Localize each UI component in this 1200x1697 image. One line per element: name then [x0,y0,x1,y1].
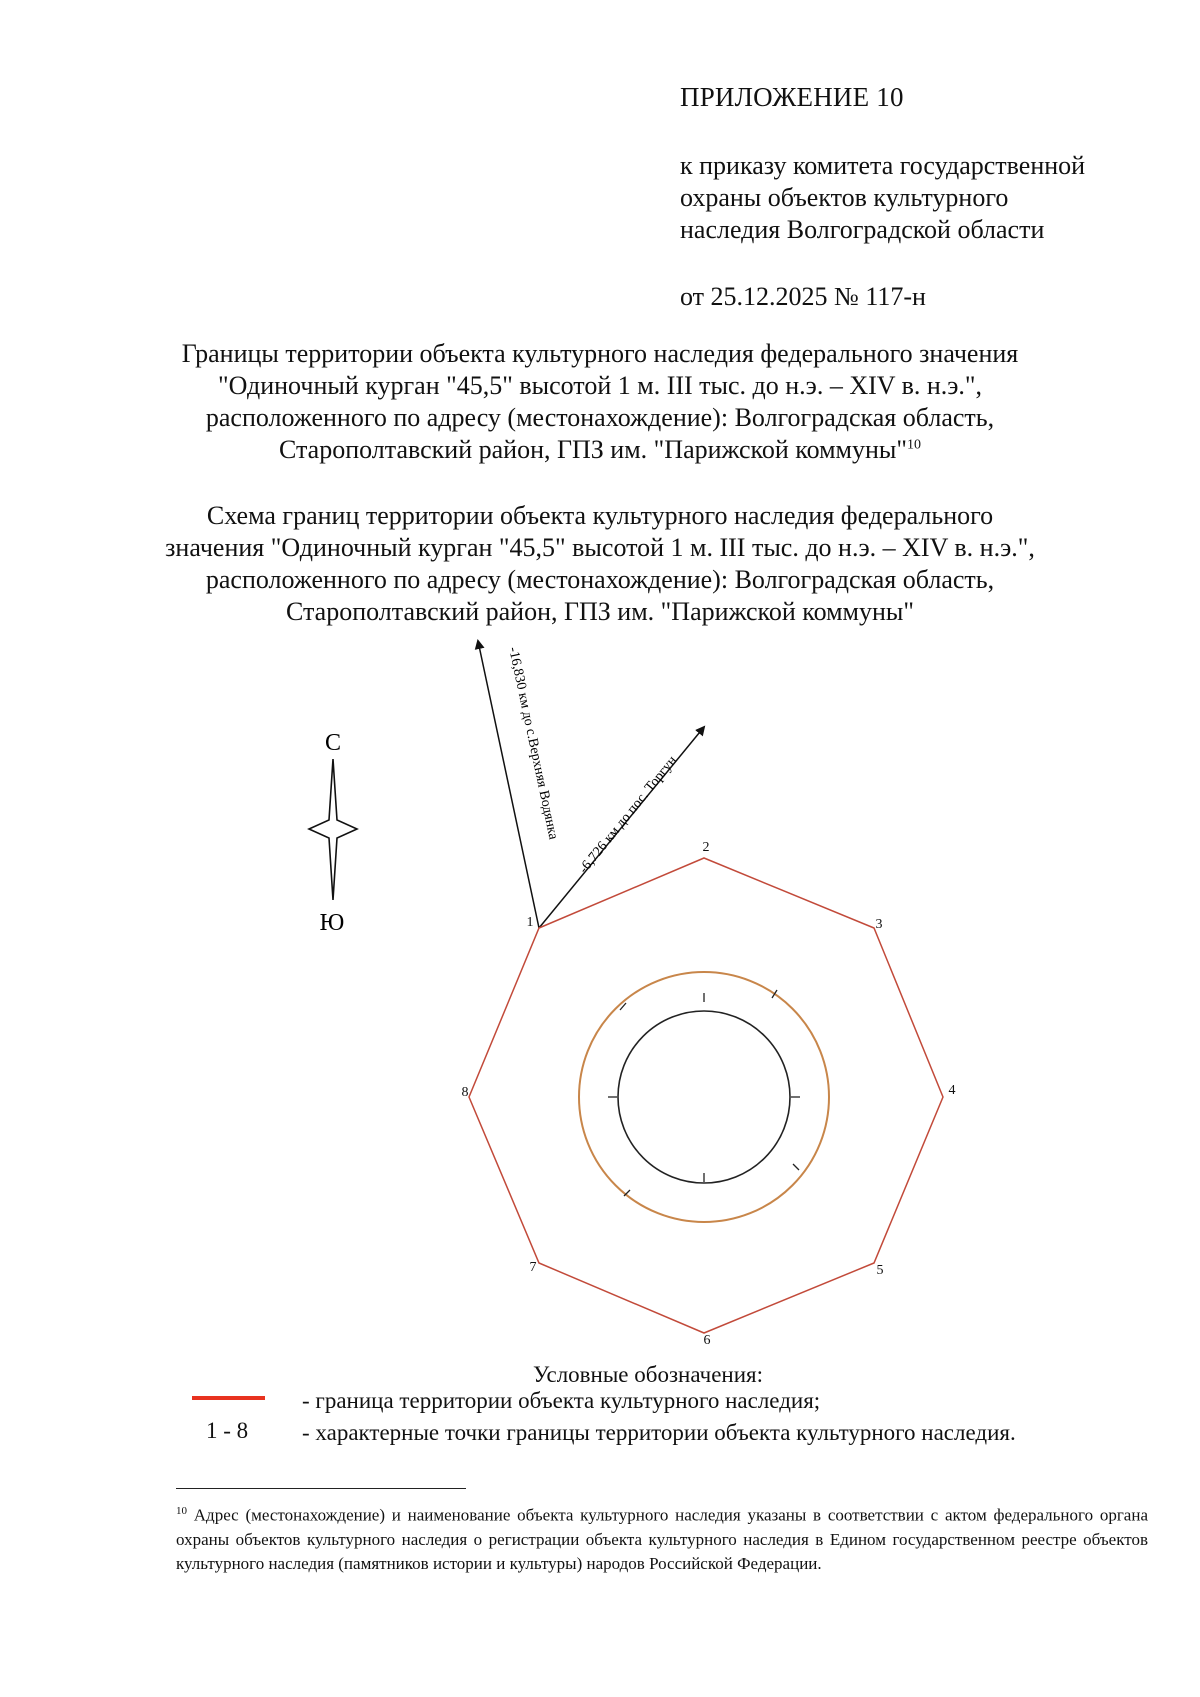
direction-arrow-verkhnyaya-vodyanka [478,641,539,928]
legend-boundary-line-swatch [192,1396,265,1400]
compass-north-label: С [324,730,342,756]
title-line: "Одиночный курган "45,5" высотой 1 м. III тыс. до н.э. – XIV в. н.э.", [217,371,983,400]
title-line: Старополтавский район, ГПЗ им. "Парижской коммуны" [279,435,907,464]
order-reference-line: к приказу комитета государственной [680,151,1086,180]
boundary-point-label: 6 [703,1333,711,1348]
boundary-point-label: 7 [529,1260,537,1275]
title-line: расположенного по адресу (местонахождение): Волгоградская область, [205,403,995,432]
scheme-title-line: значения "Одиночный курган "45,5" высотой 1 м. III тыс. до н.э. – XIV в. н.э.", [165,533,1035,562]
boundary-point-label: 2 [702,840,710,855]
order-date: от 25.12.2025 № 117-н [680,282,926,311]
mound-inner-circle [618,1011,790,1183]
boundary-point-label: 8 [461,1085,469,1100]
legend-points-description: - характерные точки границы территории объекта культурного наследия. [302,1420,1016,1445]
boundary-point-label: 3 [875,917,883,932]
mound-tick-marks [608,990,800,1196]
compass-south-label: Ю [319,910,345,936]
footnote-reference[interactable]: 10 [907,437,921,453]
legend-points-label: 1 - 8 [206,1418,249,1443]
appendix-heading: ПРИЛОЖЕНИЕ 10 [680,82,904,112]
boundary-point-label: 1 [526,915,534,930]
compass-icon [309,759,357,900]
heritage-territory-boundary [469,858,943,1333]
legend-title: Условные обозначения: [532,1362,764,1387]
boundary-point-label: 5 [876,1263,884,1278]
scheme-title-line: Схема границ территории объекта культурного наследия федерального [206,501,994,530]
footnote-text: Адрес (местонахождение) и наименование объекта культурного наследия указаны в соответствии с актом федерального органа охраны объектов культурного наследия о регистрации объекта культурного наследия в Едином государственном реестре объектов культурного наследия (памятников истории и культуры) народов Российской Федерации. [176,1505,1148,1573]
arrow-label-verkhnyaya-vodyanka: -16,830 км до с.Верхняя Водянка [505,645,561,841]
footnote [176,1499,1148,1576]
order-reference-line: охраны объектов культурного [680,183,1009,212]
footnote-number: 10 [176,1505,187,1517]
legend-boundary-description: - граница территории объекта культурного наследия; [302,1388,821,1413]
title-line: Границы территории объекта культурного наследия федерального значения [181,339,1019,368]
order-reference-line: наследия Волгоградской области [680,215,1045,244]
scheme-title-line: Старополтавский район, ГПЗ им. "Парижской коммуны" [286,597,914,626]
boundary-point-label: 4 [948,1083,956,1098]
arrow-label-torgun: -6,726 км до пос. Торгун [576,753,681,877]
scheme-title-line: расположенного по адресу (местонахождение): Волгоградская область, [205,565,995,594]
footnote-divider [176,1488,466,1489]
